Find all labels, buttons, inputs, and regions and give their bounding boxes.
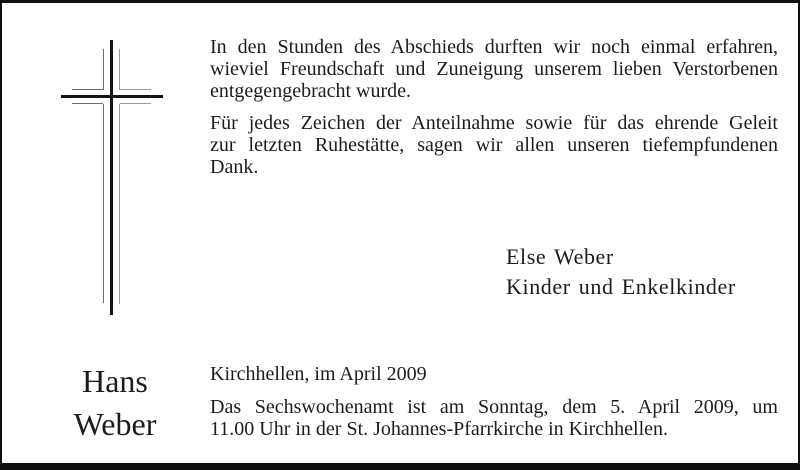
cross-outline-top-right-horizontal — [120, 89, 151, 90]
text-line: entgegengebracht wurde. — [210, 80, 412, 102]
cross-outline-top-left-vertical — [103, 49, 104, 90]
text-line: In den Stunden des Abschieds durften wir noch einmal erfahren, — [210, 36, 778, 58]
text-line: wieviel Freundschaft und Zuneigung unserem lieben Verstorbenen — [210, 58, 778, 80]
thanks-paragraph-farewell — [210, 36, 778, 102]
cross-outline-top-right-vertical — [119, 49, 120, 90]
mourners-signatures — [506, 242, 736, 302]
cross-vertical-bar — [110, 40, 113, 315]
text-line: Kinder und Enkelkinder — [506, 274, 736, 299]
place-dateline: Kirchhellen, im April 2009 — [210, 363, 427, 385]
text-line: zur letzten Ruhestätte, sagen wir allen unseren tiefempfundenen — [210, 134, 778, 156]
cross-outline-top-left-horizontal — [72, 89, 103, 90]
deceased-name — [35, 360, 195, 446]
deceased-first-name: Hans — [82, 363, 148, 399]
text-line: Else Weber — [506, 244, 614, 269]
cross-outline-bottom-right-vertical — [119, 104, 120, 304]
memorial-service-announcement — [210, 396, 778, 440]
thanks-paragraph-condolences — [210, 112, 778, 178]
text-line: Das Sechswochenamt ist am Sonntag, dem 5. April 2009, um — [210, 396, 778, 418]
cross-outline-bottom-left-horizontal — [72, 103, 103, 104]
text-line: Für jedes Zeichen der Anteilnahme sowie für das ehrende Geleit — [210, 112, 778, 134]
cross-outline-bottom-right-horizontal — [120, 103, 151, 104]
cross-outline-bottom-left-vertical — [103, 104, 104, 303]
text-line: Dank. — [210, 156, 259, 178]
cross-horizontal-bar — [61, 95, 163, 98]
text-line: 11.00 Uhr in der St. Johannes-Pfarrkirche in Kirchhellen. — [210, 418, 669, 440]
deceased-last-name: Weber — [73, 406, 157, 442]
